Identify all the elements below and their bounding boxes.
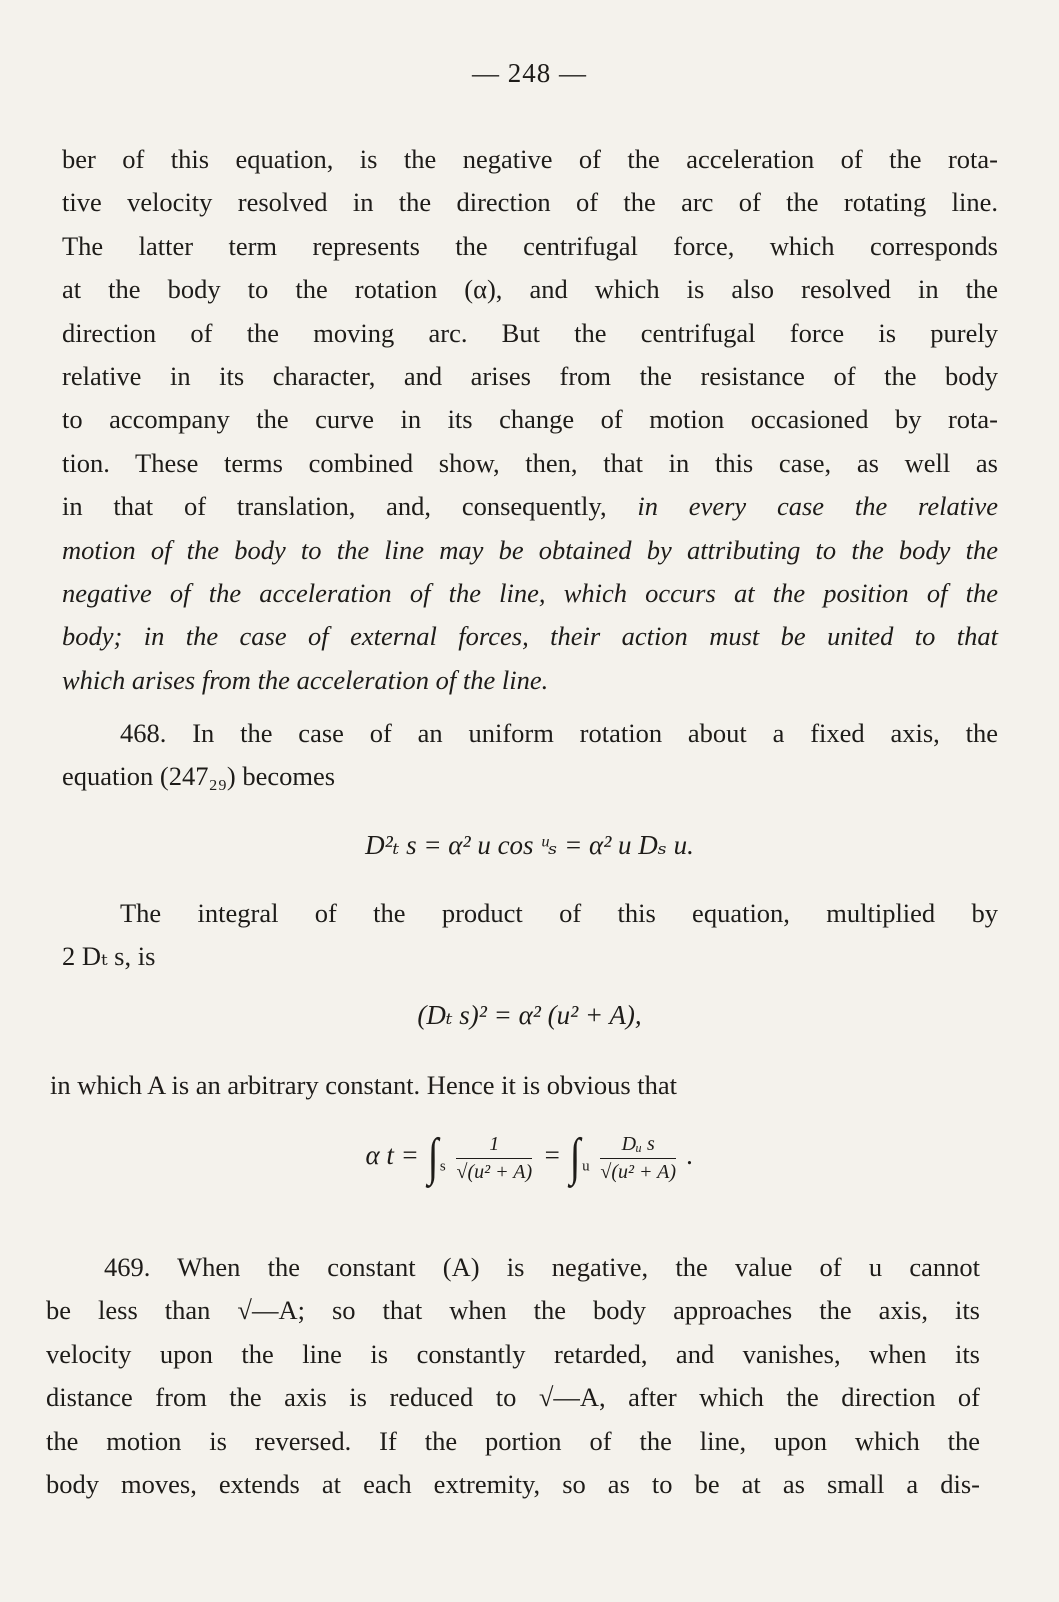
equation-3 <box>0 1129 1059 1186</box>
text-line: to accompany the curve in its change of motion occasioned by rota- <box>62 404 998 435</box>
equation-2: (Dₜ s)² = α² (u² + A), <box>417 1000 642 1030</box>
paragraph-468 <box>62 712 998 799</box>
italic-text: body; in the case of external forces, their action must be united to that <box>62 621 998 652</box>
italic-text: which arises from the acceleration of the line. <box>62 664 549 695</box>
italic-line <box>62 572 998 615</box>
text-line: direction of the moving arc. But the centrifugal force is purely <box>62 317 998 348</box>
eq3-mid: = <box>542 1140 562 1171</box>
text-line: tive velocity resolved in the direction of the arc of the rotating line. <box>62 187 998 218</box>
paragraph-469 <box>46 1246 980 1506</box>
eq3-lhs: α t = <box>365 1140 419 1171</box>
eq3-sub1: s <box>439 1158 446 1175</box>
italic-text: negative of the acceleration of the line, which occurs at the position of the <box>62 577 998 608</box>
text-segment: in that of translation, and, consequently, <box>62 491 607 522</box>
text-line: 468. In the case of an uniform rotation about a fixed axis, the <box>120 718 998 748</box>
page-number: — 248 — <box>472 58 587 88</box>
eq3-sub2: u <box>582 1158 590 1175</box>
text-line: equation (247₂₉) becomes <box>62 761 336 792</box>
text-line: velocity upon the line is constantly retarded, and vanishes, when its <box>46 1338 980 1369</box>
text-line: 2 Dₜ s, is <box>62 941 156 972</box>
italic-line <box>62 529 998 572</box>
fraction-1-denominator: √(u² + A) <box>456 1160 533 1183</box>
paragraph-continued <box>62 138 998 702</box>
italic-line <box>62 615 998 658</box>
integral-sign: ∫ <box>569 1129 581 1186</box>
text-line: body moves, extends at each extremity, so as to be at as small a dis- <box>46 1468 980 1499</box>
text-line: 469. When the constant (A) is negative, the value of u cannot <box>104 1252 980 1282</box>
text-line: in which A is an arbitrary constant. Hence it is obvious that <box>50 1070 678 1100</box>
text-line: tion. These terms combined show, then, that in this case, as well as <box>62 447 998 478</box>
text-line: the motion is reversed. If the portion of the line, upon which the <box>46 1425 980 1456</box>
fraction-2 <box>600 1133 676 1184</box>
text-line-mixed <box>62 485 998 528</box>
integral-sign: ∫ <box>427 1129 439 1186</box>
text-line: relative in its character, and arises from the resistance of the body <box>62 360 998 391</box>
fraction-2-numerator: Dᵤ s <box>600 1133 676 1159</box>
eq3-end: . <box>686 1140 694 1171</box>
text-line: ber of this equation, is the negative of the acceleration of the rota- <box>62 144 998 174</box>
fraction-1-numerator: 1 <box>456 1133 532 1159</box>
fraction-1 <box>456 1133 532 1184</box>
text-line: at the body to the rotation (α), and which is also resolved in the <box>62 274 998 305</box>
italic-segment: in every case the relative <box>637 491 999 522</box>
paragraph-hence <box>50 1064 986 1107</box>
text-line: be less than √—A; so that when the body approaches the axis, its <box>46 1295 980 1326</box>
italic-line <box>62 659 998 702</box>
fraction-2-denominator: √(u² + A) <box>600 1160 677 1183</box>
italic-text: motion of the body to the line may be obtained by attributing to the body the <box>62 534 998 565</box>
paragraph-integral <box>62 892 998 979</box>
text-line: distance from the axis is reduced to √—A, after which the direction of <box>46 1382 980 1413</box>
equation-1: D²ₜ s = α² u cos ᵘₛ = α² u Dₛ u. <box>365 830 694 860</box>
text-line: The latter term represents the centrifugal force, which corresponds <box>62 230 998 261</box>
text-line: The integral of the product of this equation, multiplied by <box>120 898 998 928</box>
